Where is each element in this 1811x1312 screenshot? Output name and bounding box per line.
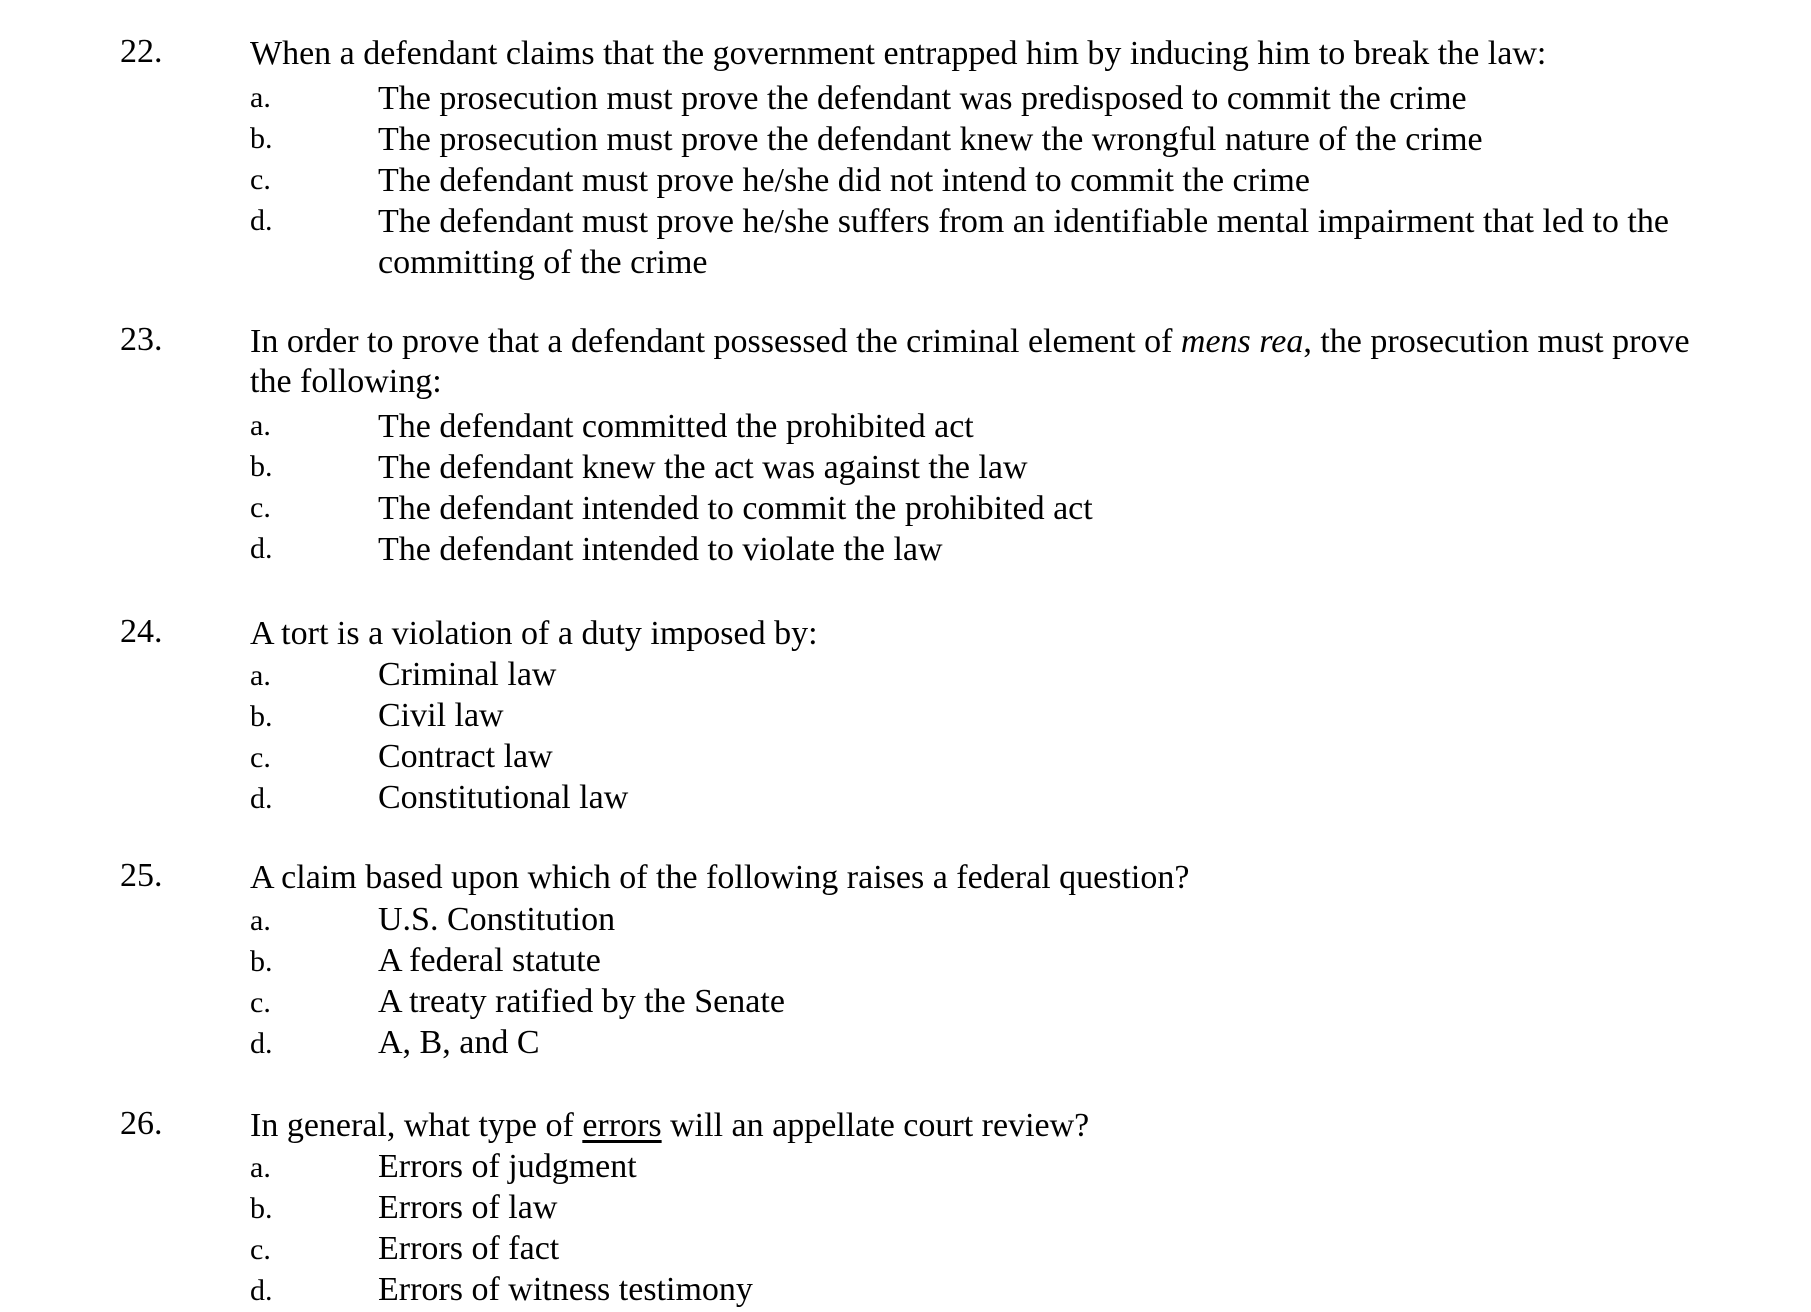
option-letter: d. (250, 532, 273, 565)
option-text: Civil law (378, 697, 504, 734)
option-text: The prosecution must prove the defendant knew the wrongful nature of the crime (378, 121, 1483, 158)
option-text: The prosecution must prove the defendant was predisposed to commit the crime (378, 80, 1467, 117)
option-text: The defendant must prove he/she did not intend to commit the crime (378, 162, 1310, 199)
option-letter: a. (250, 659, 271, 692)
question-number: 23. (120, 321, 163, 358)
option-text: The defendant must prove he/she suffers from an identifiable mental impairment that led to the committing of the crime (378, 203, 1669, 281)
option-letter: d. (250, 1027, 273, 1060)
option-letter: a. (250, 1151, 271, 1184)
option-letter: d. (250, 1274, 273, 1307)
option-text: Criminal law (378, 656, 557, 693)
question-number: 22. (120, 33, 163, 70)
option-text: Errors of law (378, 1189, 558, 1226)
option-letter: d. (250, 782, 273, 815)
option-text: The defendant intended to commit the prohibited act (378, 490, 1093, 527)
option-text: Errors of witness testimony (378, 1271, 753, 1308)
option-text: U.S. Constitution (378, 901, 616, 938)
option-text: The defendant intended to violate the law (378, 531, 943, 568)
option-letter: b. (250, 450, 273, 483)
question-stem: A claim based upon which of the following raises a federal question? (250, 859, 1190, 896)
question-stem: A tort is a violation of a duty imposed by: (250, 615, 818, 652)
question-stem (250, 1106, 1700, 1146)
option-letter: b. (250, 1192, 273, 1225)
option-letter: a. (250, 409, 271, 442)
option-text: A federal statute (378, 942, 601, 979)
option-letter: b. (250, 945, 273, 978)
question-stem (250, 322, 1700, 402)
option-letter: c. (250, 741, 271, 774)
option-letter: a. (250, 81, 271, 114)
stem-italic-term: mens rea (1180, 323, 1304, 360)
stem-text: will an appellate court review? (661, 1107, 1090, 1144)
option-letter: a. (250, 904, 271, 937)
option-text: The defendant knew the act was against the law (378, 449, 1028, 486)
option-text: Errors of fact (378, 1230, 560, 1267)
option-text: A treaty ratified by the Senate (378, 983, 785, 1020)
option-text: The defendant committed the prohibited act (378, 408, 974, 445)
option-letter: c. (250, 1233, 271, 1266)
stem-underlined-term: errors (582, 1107, 662, 1144)
stem-text: In general, what type of (250, 1107, 583, 1144)
question-number: 26. (120, 1105, 163, 1142)
stem-text: , the prosecution must prove the following: (250, 323, 1690, 400)
stem-text: In order to prove that a defendant possessed the criminal element of (250, 323, 1181, 360)
option-letter: c. (250, 986, 271, 1019)
option-text: Contract law (378, 738, 553, 775)
option-text: A, B, and C (378, 1024, 540, 1061)
option-letter: c. (250, 163, 271, 196)
question-number: 25. (120, 857, 163, 894)
option-letter: b. (250, 700, 273, 733)
option-text: Constitutional law (378, 779, 629, 816)
option-letter: c. (250, 491, 271, 524)
question-number: 24. (120, 613, 163, 650)
option-letter: b. (250, 122, 273, 155)
question-stem: When a defendant claims that the government entrapped him by inducing him to break the law: (250, 35, 1547, 72)
option-text: Errors of judgment (378, 1148, 637, 1185)
option-letter: d. (250, 204, 273, 237)
